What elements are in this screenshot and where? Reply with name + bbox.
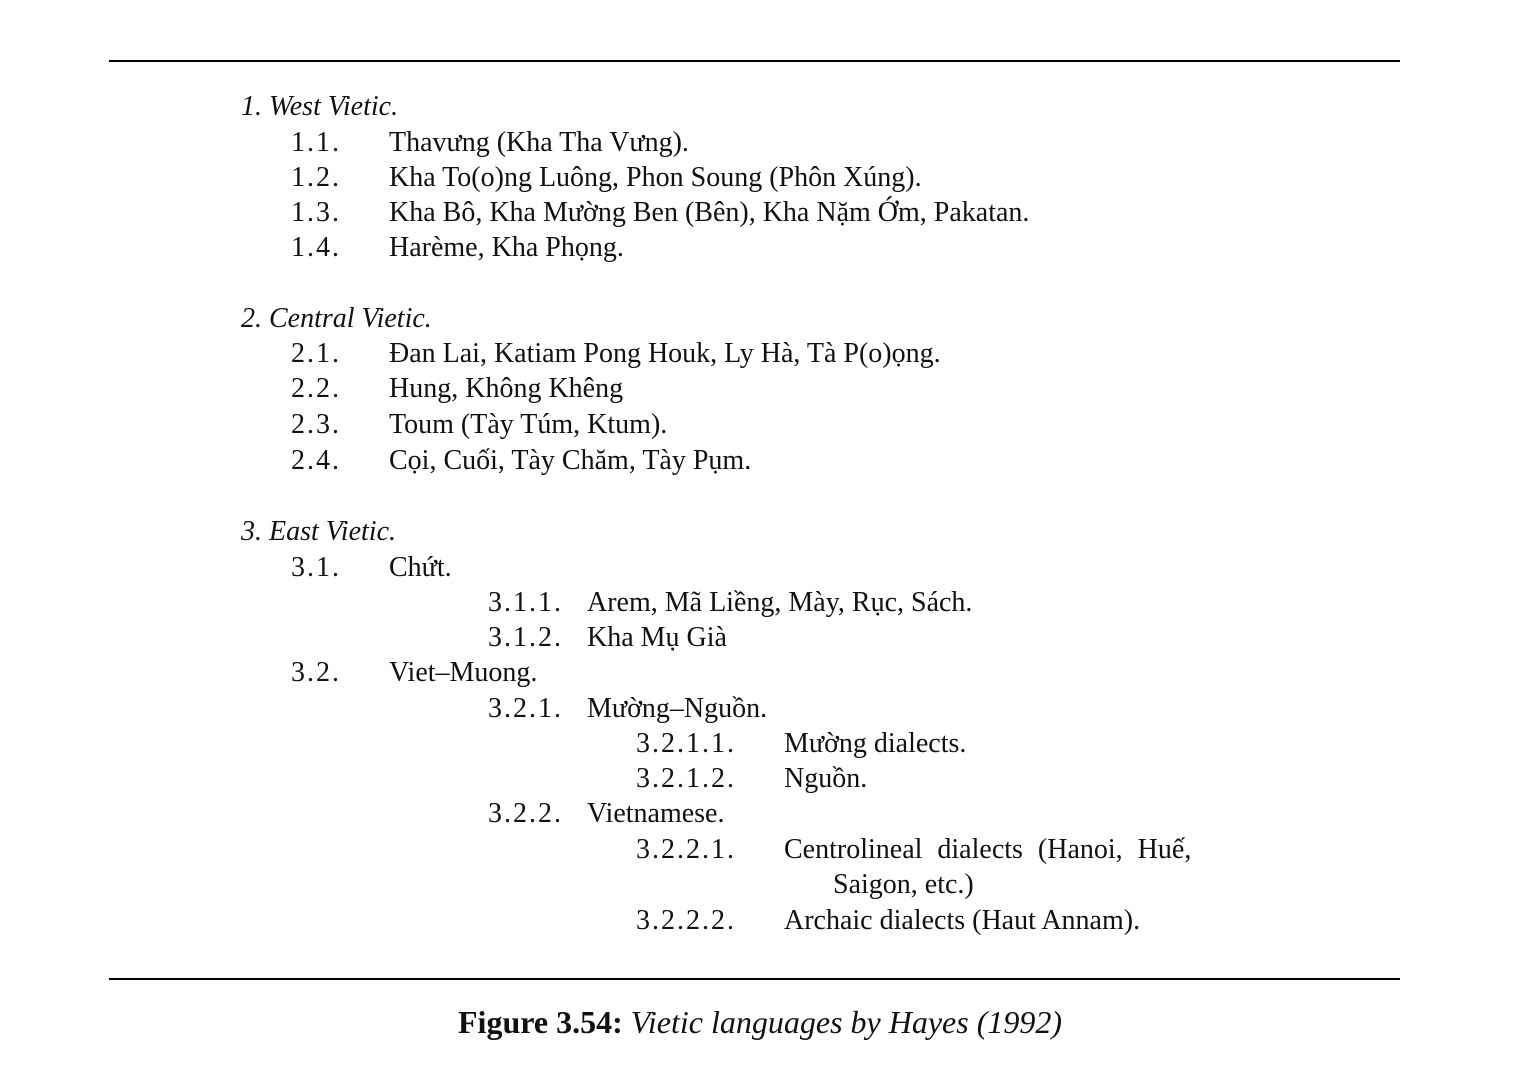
item-text: Viet–Muong. (389, 657, 538, 688)
item-number: 3.2.1.2. (636, 763, 736, 794)
heading-name: Central Vietic. (269, 303, 432, 334)
item-number: 3.1.1. (488, 587, 563, 618)
heading-east-vietic (241, 516, 396, 548)
item-text: Thavưng (Kha Tha Vưng). (389, 127, 689, 158)
item-number: 2.4. (291, 445, 341, 476)
item-text: Harème, Kha Phọng. (389, 232, 624, 263)
heading-number: 1. (241, 91, 262, 122)
item-text: Toum (Tày Túm, Ktum). (389, 409, 668, 440)
heading-name: West Vietic. (269, 91, 399, 122)
item-number: 3.2.2.1. (636, 834, 736, 865)
heading-number: 3. (241, 516, 262, 547)
item-text: Chứt. (389, 552, 452, 583)
item-number: 1.3. (291, 197, 341, 228)
item-number: 3.1. (291, 552, 341, 583)
item-number: 3.2. (291, 657, 341, 688)
item-text: Hung, Không Khêng (389, 373, 624, 404)
heading-name: East Vietic. (269, 516, 396, 547)
item-text: Kha To(o)ng Luông, Phon Soung (Phôn Xúng). (389, 162, 922, 193)
caption-title: Vietic languages by Hayes (1992) (630, 1004, 1062, 1040)
item-number: 3.2.1.1. (636, 728, 736, 759)
item-text-continued: Saigon, etc.) (833, 869, 974, 900)
heading-west-vietic (241, 91, 398, 123)
heading-central-vietic (241, 303, 432, 335)
top-rule (109, 60, 1400, 62)
bottom-rule (109, 978, 1400, 980)
item-number: 3.2.2.2. (636, 905, 736, 936)
item-number: 1.4. (291, 232, 341, 263)
item-number: 3.1.2. (488, 622, 563, 653)
item-text: Cọi, Cuối, Tày Chăm, Tày Pụm. (389, 445, 752, 476)
item-text: Mường–Nguồn. (587, 693, 768, 724)
item-text: Kha Mụ Già (587, 622, 727, 653)
item-number: 1.1. (291, 127, 341, 158)
item-number: 2.2. (291, 373, 341, 404)
item-text: Vietnamese. (587, 798, 725, 829)
caption-label: Figure 3.54: (458, 1004, 623, 1040)
item-text: Mường dialects. (784, 728, 967, 759)
item-text: Đan Lai, Katiam Pong Houk, Ly Hà, Tà P(o)ọng. (389, 338, 941, 369)
item-number: 3.2.1. (488, 693, 563, 724)
item-text: Kha Bô, Kha Mường Ben (Bên), Kha Nặm Ớm, Pakatan. (389, 197, 1030, 228)
item-text: Arem, Mã Liềng, Mày, Rục, Sách. (587, 587, 973, 618)
item-number: 1.2. (291, 162, 341, 193)
item-number: 2.3. (291, 409, 341, 440)
figure-caption (0, 1003, 1520, 1041)
item-number: 3.2.2. (488, 798, 563, 829)
item-text: Centrolineal dialects (Hanoi, Huế, (784, 834, 1192, 865)
item-text: Archaic dialects (Haut Annam). (784, 905, 1141, 936)
item-number: 2.1. (291, 338, 341, 369)
heading-number: 2. (241, 303, 262, 334)
item-text: Nguồn. (784, 763, 868, 794)
